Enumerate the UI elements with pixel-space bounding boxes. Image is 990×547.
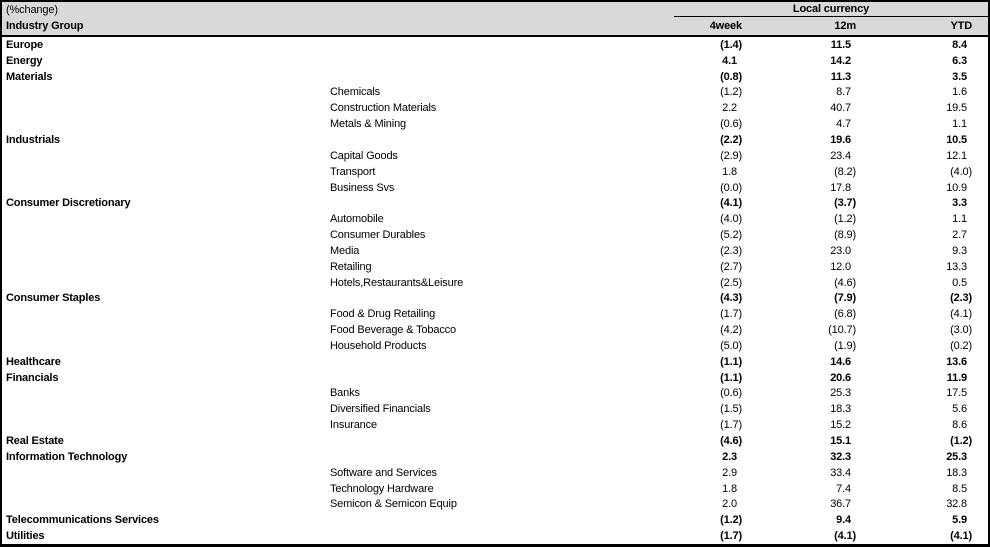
value-12m: 14.6 [830, 355, 851, 368]
sub-industry-label: Consumer Durables [330, 229, 426, 242]
value-ytd: (0.2) [950, 339, 972, 352]
table-row [2, 180, 988, 196]
value-ytd: 0.5 [952, 276, 967, 289]
industry-group-label: Telecommunications Services [6, 514, 159, 527]
sub-industry-label: Semicon & Semicon Equip [330, 498, 457, 511]
value-ytd: 1.1 [952, 118, 967, 131]
value-4week: (4.6) [720, 435, 742, 448]
value-12m: 23.4 [830, 149, 851, 162]
value-4week: (0.6) [720, 387, 742, 400]
value-12m: 36.7 [830, 498, 851, 511]
value-12m: 33.4 [830, 466, 851, 479]
value-4week: (0.0) [720, 181, 742, 194]
value-12m: 9.4 [836, 514, 851, 527]
value-ytd: 10.5 [946, 133, 967, 146]
sub-industry-label: Banks [330, 387, 360, 400]
table-row [2, 465, 988, 481]
value-ytd: 25.3 [946, 450, 967, 463]
industry-group-label: Consumer Staples [6, 292, 101, 305]
value-12m: 25.3 [830, 387, 851, 400]
value-4week: (1.5) [720, 403, 742, 416]
value-4week: (2.3) [720, 244, 742, 257]
col-header-12m: 12m [834, 20, 856, 32]
value-12m: (8.2) [834, 165, 856, 178]
col-header-4week: 4week [709, 20, 742, 32]
value-12m: 23.0 [830, 244, 851, 257]
value-4week: (1.1) [720, 371, 742, 384]
value-4week: 2.9 [722, 466, 737, 479]
table-row [2, 417, 988, 433]
sub-industry-label: Software and Services [330, 466, 437, 479]
value-12m: 32.3 [830, 450, 851, 463]
value-12m: (4.1) [834, 530, 856, 543]
sub-industry-label: Food & Drug Retailing [330, 308, 436, 321]
value-ytd: 13.6 [946, 355, 967, 368]
local-currency-header: Local currency [674, 2, 988, 17]
industry-group-label: Energy [6, 54, 43, 67]
value-12m: (1.9) [834, 339, 856, 352]
table-row [2, 322, 988, 338]
table-row [2, 53, 988, 69]
value-12m: 19.6 [830, 133, 851, 146]
value-4week: (1.7) [720, 530, 742, 543]
value-4week: (0.6) [720, 118, 742, 131]
value-4week: (1.7) [720, 308, 742, 321]
value-12m: 20.6 [830, 371, 851, 384]
value-ytd: 10.9 [946, 181, 967, 194]
table-row [2, 306, 988, 322]
table-row [2, 528, 988, 544]
sub-industry-label: Food Beverage & Tobacco [330, 324, 456, 337]
table-row [2, 338, 988, 354]
value-4week: (2.5) [720, 276, 742, 289]
value-ytd: (4.1) [950, 530, 972, 543]
value-12m: (4.6) [834, 276, 856, 289]
table-row [2, 164, 988, 180]
value-4week: 2.2 [722, 102, 737, 115]
table-header [2, 2, 988, 37]
sub-industry-label: Household Products [330, 339, 427, 352]
value-ytd: 11.9 [946, 371, 967, 384]
sub-industry-label: Chemicals [330, 86, 380, 99]
value-ytd: (3.0) [950, 324, 972, 337]
value-12m: 8.7 [836, 86, 851, 99]
value-12m: 40.7 [830, 102, 851, 115]
sub-industry-label: Construction Materials [330, 102, 437, 115]
sub-industry-label: Transport [330, 165, 376, 178]
value-ytd: 18.3 [946, 466, 967, 479]
industry-group-label: Materials [6, 70, 53, 83]
industry-group-label: Consumer Discretionary [6, 197, 131, 210]
value-12m: (7.9) [834, 292, 856, 305]
value-12m: 4.7 [836, 118, 851, 131]
header-row-columns [2, 17, 988, 35]
industry-group-label: Real Estate [6, 435, 64, 448]
table-row [2, 259, 988, 275]
value-4week: (1.1) [720, 355, 742, 368]
industry-group-column-header: Industry Group [6, 20, 84, 32]
value-4week: (4.2) [720, 324, 742, 337]
table-row [2, 69, 988, 85]
table-row [2, 481, 988, 497]
industry-group-label: Information Technology [6, 450, 128, 463]
sub-industry-label: Metals & Mining [330, 118, 407, 131]
value-12m: 12.0 [830, 260, 851, 273]
sub-industry-label: Technology Hardware [330, 482, 434, 495]
value-12m: (8.9) [834, 229, 856, 242]
col-header-ytd: YTD [950, 20, 972, 32]
value-4week: (1.2) [720, 514, 742, 527]
table-row [2, 370, 988, 386]
percent-change-label: (%change) [6, 3, 58, 16]
value-ytd: 32.8 [946, 498, 967, 511]
table-row [2, 227, 988, 243]
table-row [2, 85, 988, 101]
table-row [2, 148, 988, 164]
sub-industry-label: Capital Goods [330, 149, 398, 162]
sub-industry-label: Retailing [330, 260, 372, 273]
value-ytd: 19.5 [946, 102, 967, 115]
sub-industry-label: Media [330, 244, 360, 257]
value-4week: 1.8 [722, 165, 737, 178]
value-4week: 1.8 [722, 482, 737, 495]
value-4week: (4.1) [720, 197, 742, 210]
value-4week: 2.0 [722, 498, 737, 511]
table-row [2, 496, 988, 512]
table-row [2, 354, 988, 370]
industry-group-label: Europe [6, 38, 43, 51]
value-4week: (2.7) [720, 260, 742, 273]
value-12m: (3.7) [834, 197, 856, 210]
value-ytd: (4.0) [950, 165, 972, 178]
value-12m: (6.8) [834, 308, 856, 321]
table-body [2, 37, 988, 544]
value-4week: 4.1 [722, 54, 737, 67]
industry-group-label: Healthcare [6, 355, 61, 368]
value-12m: 14.2 [830, 54, 851, 67]
table-row [2, 132, 988, 148]
table-row [2, 211, 988, 227]
sub-industry-label: Insurance [330, 419, 377, 432]
table-row [2, 37, 988, 53]
value-4week: (1.4) [720, 38, 742, 51]
value-4week: (2.2) [720, 133, 742, 146]
value-12m: 11.5 [830, 38, 851, 51]
value-ytd: (1.2) [950, 435, 972, 448]
value-4week: (4.0) [720, 213, 742, 226]
sub-industry-label: Diversified Financials [330, 403, 431, 416]
value-ytd: 3.3 [952, 197, 967, 210]
value-ytd: 2.7 [952, 229, 967, 242]
table-row [2, 275, 988, 291]
value-ytd: 8.5 [952, 482, 967, 495]
industry-group-label: Industrials [6, 133, 60, 146]
value-ytd: 1.6 [952, 86, 967, 99]
value-4week: (0.8) [720, 70, 742, 83]
table-row [2, 100, 988, 116]
table-row [2, 291, 988, 307]
value-12m: 18.3 [830, 403, 851, 416]
value-4week: (1.2) [720, 86, 742, 99]
value-4week: (5.0) [720, 339, 742, 352]
value-12m: 11.3 [830, 70, 851, 83]
value-4week: 2.3 [722, 450, 737, 463]
value-ytd: (2.3) [950, 292, 972, 305]
value-12m: 17.8 [830, 181, 851, 194]
table-row [2, 243, 988, 259]
value-ytd: (4.1) [950, 308, 972, 321]
table-row [2, 449, 988, 465]
industry-group-label: Utilities [6, 530, 45, 543]
value-ytd: 8.6 [952, 419, 967, 432]
value-ytd: 9.3 [952, 244, 967, 257]
table-row [2, 195, 988, 211]
table-row [2, 401, 988, 417]
value-ytd: 13.3 [946, 260, 967, 273]
value-12m: (10.7) [828, 324, 856, 337]
value-ytd: 3.5 [952, 70, 967, 83]
value-4week: (2.9) [720, 149, 742, 162]
sub-industry-label: Business Svs [330, 181, 395, 194]
value-12m: (1.2) [834, 213, 856, 226]
sub-industry-label: Hotels,Restaurants&Leisure [330, 276, 464, 289]
value-4week: (4.3) [720, 292, 742, 305]
value-12m: 15.2 [830, 419, 851, 432]
value-ytd: 6.3 [952, 54, 967, 67]
value-4week: (1.7) [720, 419, 742, 432]
value-12m: 7.4 [836, 482, 851, 495]
value-ytd: 5.6 [952, 403, 967, 416]
table-row [2, 512, 988, 528]
table-row [2, 116, 988, 132]
table-row [2, 433, 988, 449]
value-ytd: 5.9 [952, 514, 967, 527]
header-row-currency [2, 2, 988, 17]
value-ytd: 1.1 [952, 213, 967, 226]
value-12m: 15.1 [830, 435, 851, 448]
industry-group-label: Financials [6, 371, 59, 384]
sub-industry-label: Automobile [330, 213, 384, 226]
value-ytd: 17.5 [946, 387, 967, 400]
value-4week: (5.2) [720, 229, 742, 242]
value-ytd: 8.4 [952, 38, 967, 51]
table-row [2, 386, 988, 402]
value-ytd: 12.1 [946, 149, 967, 162]
